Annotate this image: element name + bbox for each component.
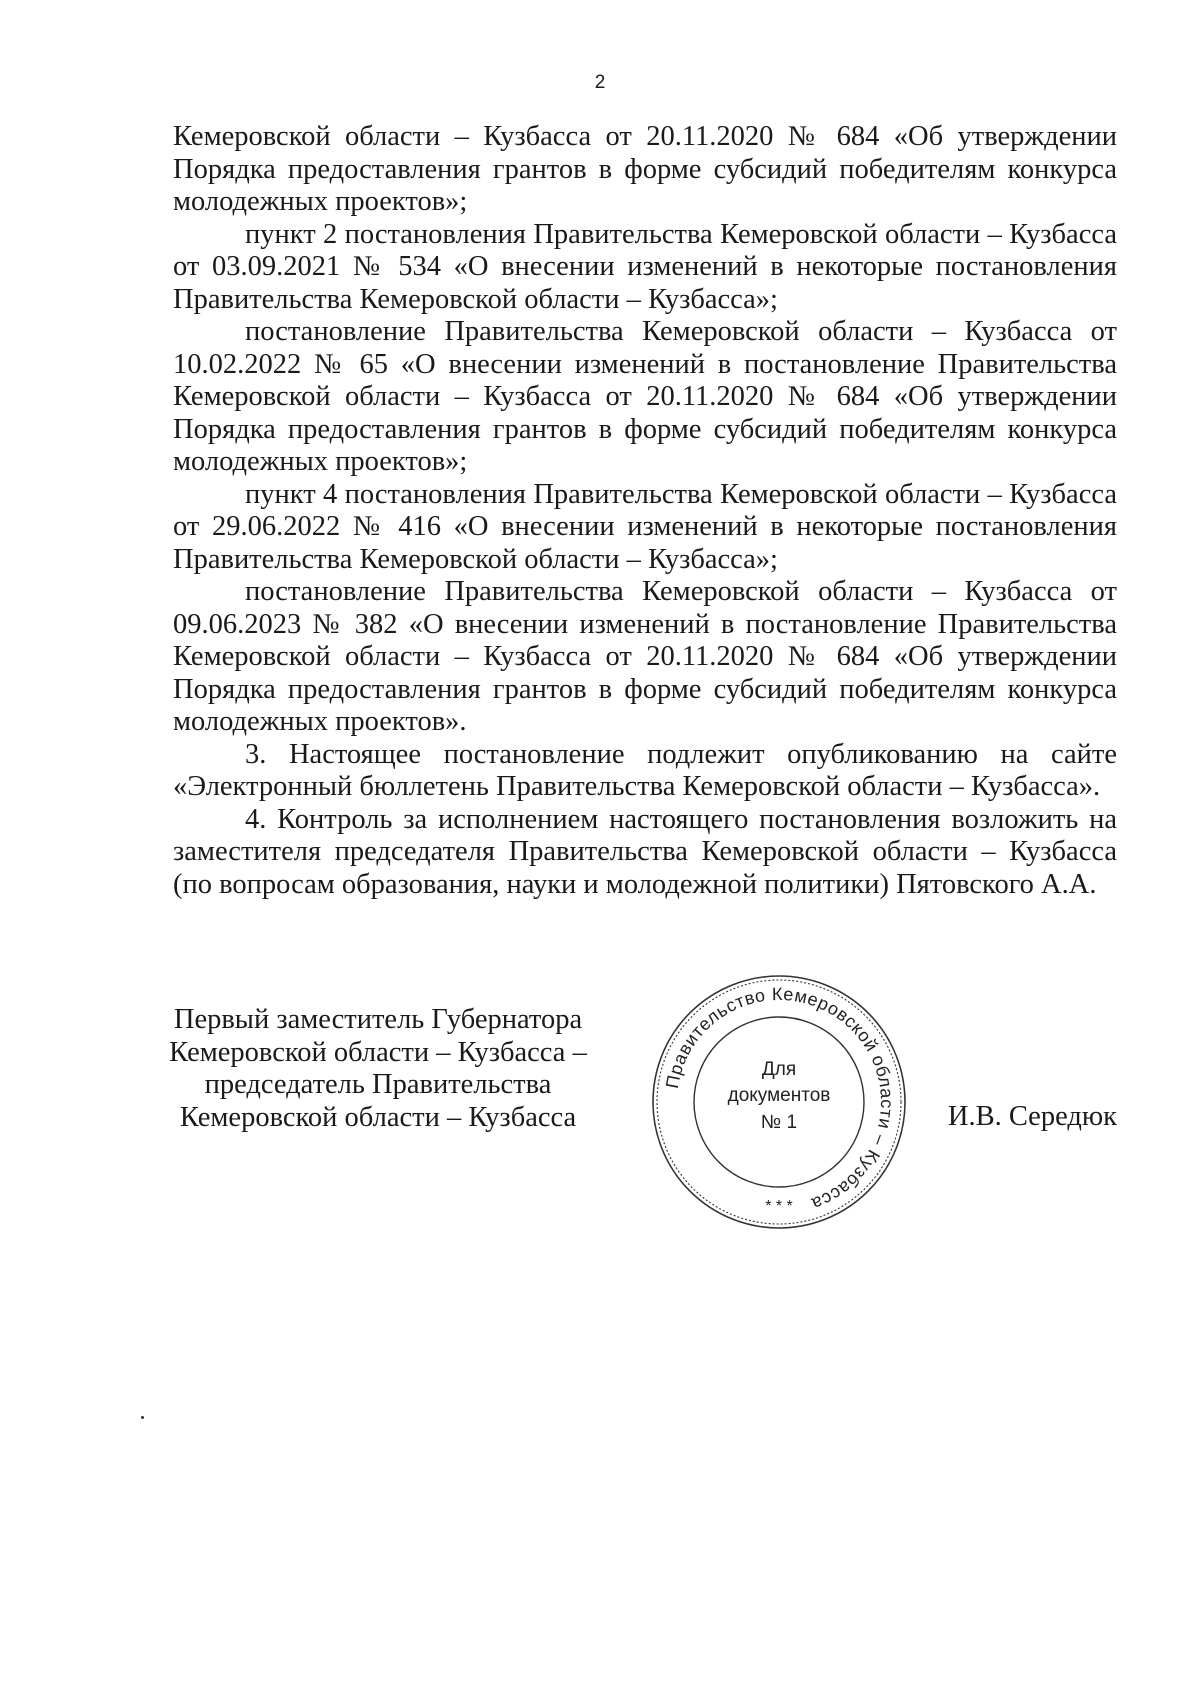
paragraph: Кемеровской области – Кузбасса от 20.11.2020 № 684 «Об утверждении Порядка предоставления грантов в форме субсидий победителям конкурса молодежных проектов»; xyxy=(173,121,1117,217)
signer-name: И.В. Середюк xyxy=(947,1101,1117,1132)
seal-center-line: документов xyxy=(727,1085,831,1106)
document-body xyxy=(173,121,1117,901)
signer-position-line: Кемеровской области – Кузбасса xyxy=(179,1101,577,1133)
seal-ring-text: Правительство Кемеровской области – Кузбасса xyxy=(661,983,898,1215)
paragraph: 4. Контроль за исполнением настоящего постановления возложить на заместителя председателя Правительства Кемеровской области – Кузбасса (по вопросам образования, науки и молодежной политики) Пятовского А.А. xyxy=(173,803,1117,900)
signer-position-line: Первый заместитель Губернатора xyxy=(173,1004,583,1035)
seal-stars: * * * xyxy=(765,1198,793,1215)
seal-graphic xyxy=(650,973,908,1231)
official-seal xyxy=(650,973,908,1231)
signer-position-line: Кемеровской области – Кузбасса – xyxy=(169,1036,587,1068)
paragraph: пункт 4 постановления Правительства Кемеровской области – Кузбасса от 29.06.2022 № 416 «О внесении изменений в некоторые постановления Правительства Кемеровской области – Кузбасса»; xyxy=(173,478,1117,575)
seal-center-line: Для xyxy=(761,1059,797,1080)
paragraph: 3. Настоящее постановление подлежит опубликованию на сайте «Электронный бюллетень Правительства Кемеровской области – Кузбасса». xyxy=(173,738,1117,802)
seal-center-line: № 1 xyxy=(760,1112,798,1133)
paragraph: постановление Правительства Кемеровской области – Кузбасса от 09.06.2023 № 382 «О внесении изменений в постановление Правительства Кемеровской области – Кузбасса от 20.11.2020 № 684 «Об утверждении Порядка предоставления грантов в форме субсидий победителям конкурса молодежных проектов». xyxy=(173,576,1117,737)
signer-position xyxy=(158,1004,598,1134)
stray-mark xyxy=(141,1416,144,1419)
paragraph: постановление Правительства Кемеровской области – Кузбасса от 10.02.2022 № 65 «О внесении изменений в постановление Правительства Кемеровской области – Кузбасса от 20.11.2020 № 684 «Об утверждении Порядка предоставления грантов в форме субсидий победителям конкурса молодежных проектов»; xyxy=(173,316,1117,477)
signer-position-line: председатель Правительства xyxy=(204,1069,552,1100)
paragraph: пункт 2 постановления Правительства Кемеровской области – Кузбасса от 03.09.2021 № 534 «О внесении изменений в некоторые постановления Правительства Кемеровской области – Кузбасса»; xyxy=(173,218,1117,315)
page-number: 2 xyxy=(594,72,606,93)
